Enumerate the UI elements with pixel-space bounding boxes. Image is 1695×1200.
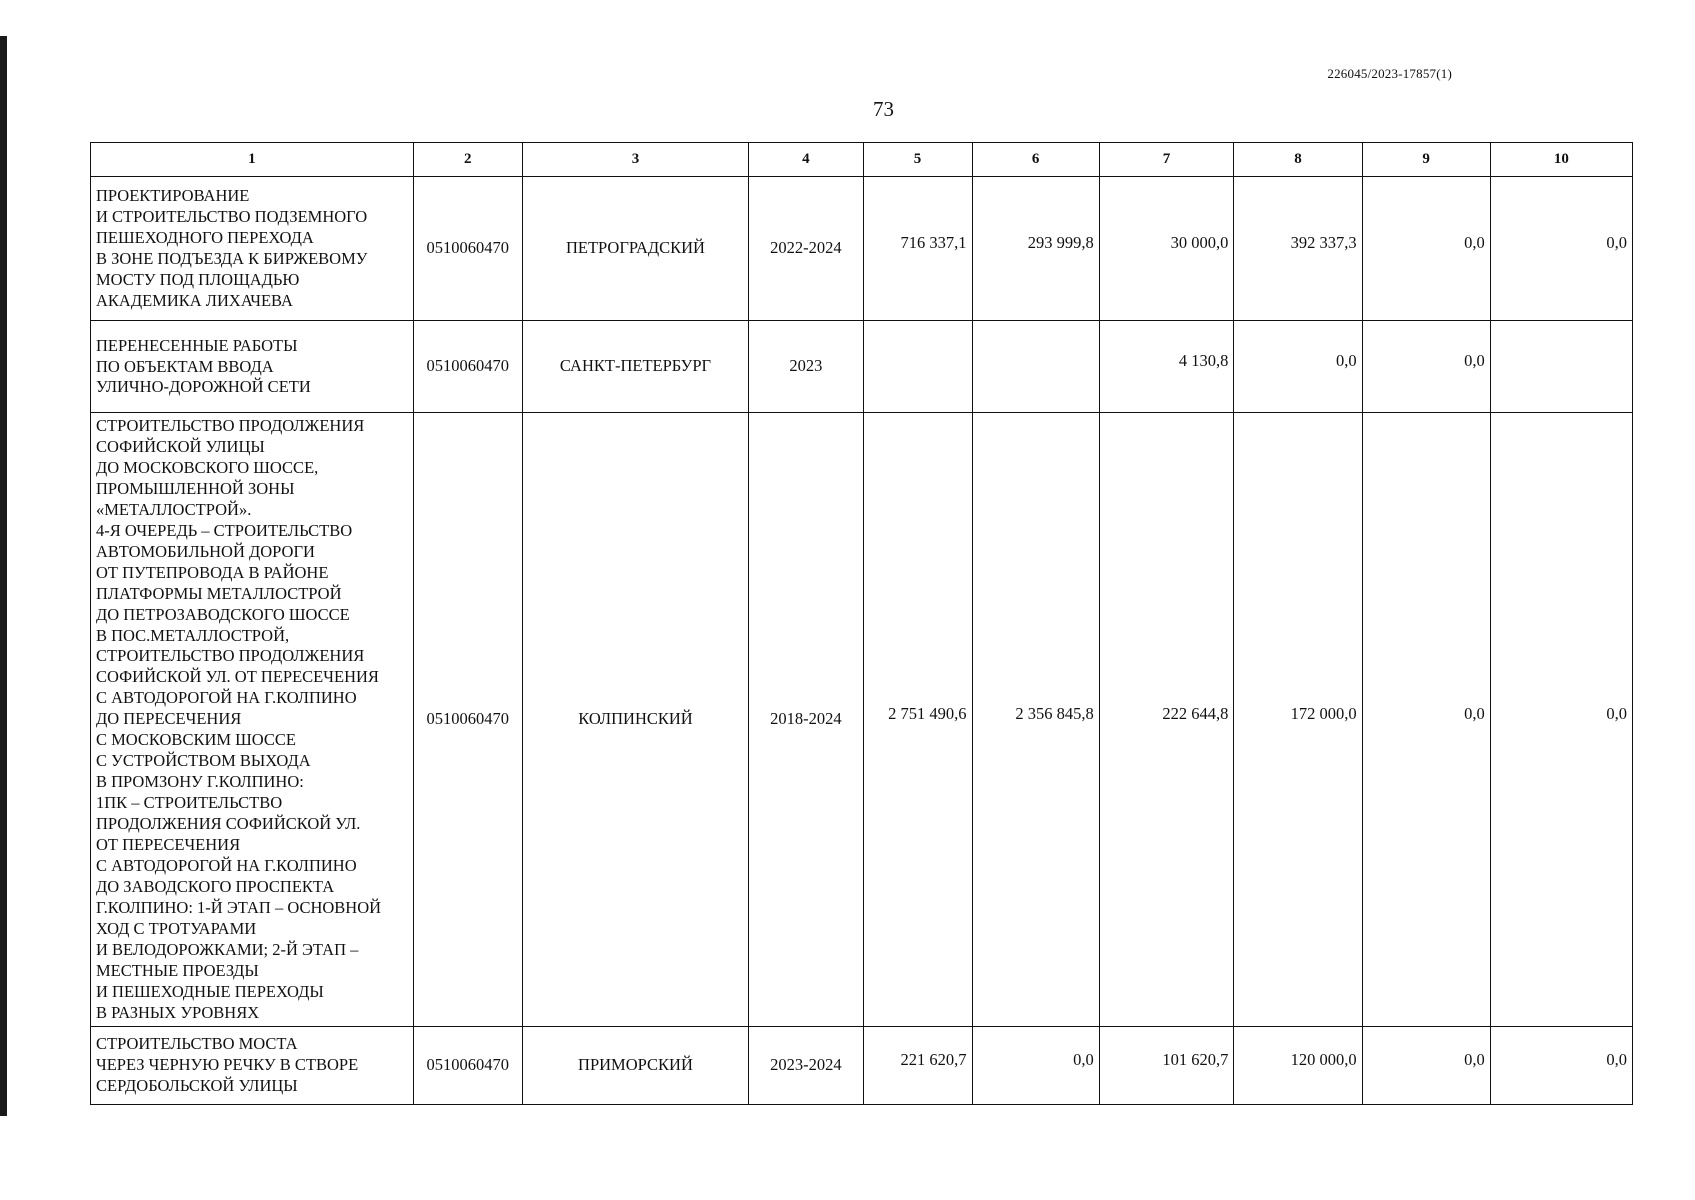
column-header: 8 [1234,143,1362,177]
object-name-line: ДО ПЕТРОЗАВОДСКОГО ШОССЕ [96,604,350,624]
object-name-line: ХОД С ТРОТУАРАМИ [96,918,257,938]
budget-code-cell: 0510060470 [413,321,522,413]
object-name-line: И ПЕШЕХОДНЫЕ ПЕРЕХОДЫ [96,981,324,1001]
object-name-line: ПО ОБЪЕКТАМ ВВОДА [96,356,274,376]
object-name-line: СТРОИТЕЛЬСТВО ПРОДОЛЖЕНИЯ [96,646,365,666]
object-name-line: СОФИЙСКОЙ УЛ. ОТ ПЕРЕСЕЧЕНИЯ [96,667,379,687]
table-row [91,1026,1633,1104]
column-header: 1 [91,143,414,177]
page-number: 73 [873,97,894,121]
period-cell: 2023 [749,321,863,413]
object-name-line: ДО МОСКОВСКОГО ШОССЕ, [96,457,319,477]
period-cell: 2018-2024 [749,413,863,1027]
object-name-line: СОФИЙСКОЙ УЛИЦЫ [96,436,265,456]
value-cell-7: 222 644,8 [1099,413,1234,1027]
value-cell-6 [972,321,1099,413]
object-name-line: В РАЗНЫХ УРОВНЯХ [96,1002,260,1022]
value-cell-5: 221 620,7 [863,1026,972,1104]
column-header: 5 [863,143,972,177]
value-cell-6: 293 999,8 [972,177,1099,321]
value-cell-9: 0,0 [1362,413,1490,1027]
object-name-line: МОСТУ ПОД ПЛОЩАДЬЮ [96,269,300,289]
value-cell-7: 30 000,0 [1099,177,1234,321]
object-name-line: В ЗОНЕ ПОДЪЕЗДА К БИРЖЕВОМУ [96,249,368,268]
object-name-line: АВТОМОБИЛЬНОЙ ДОРОГИ [96,541,315,561]
column-header: 10 [1490,143,1632,177]
value-cell-8: 392 337,3 [1234,177,1362,321]
value-cell-6: 0,0 [972,1026,1099,1104]
value-cell-10: 0,0 [1490,177,1632,321]
column-header: 4 [749,143,863,177]
object-name-cell [91,321,414,413]
value-cell-8: 0,0 [1234,321,1362,413]
object-name-line: ДО ПЕРЕСЕЧЕНИЯ [96,709,242,729]
column-header: 6 [972,143,1099,177]
column-header: 9 [1362,143,1490,177]
value-cell-6: 2 356 845,8 [972,413,1099,1027]
district-cell: ПРИМОРСКИЙ [522,1026,749,1104]
value-cell-10: 0,0 [1490,1026,1632,1104]
budget-code-cell: 0510060470 [413,1026,522,1104]
value-cell-5: 716 337,1 [863,177,972,321]
header-row [91,143,1633,177]
period-cell: 2022-2024 [749,177,863,321]
district-cell: САНКТ-ПЕТЕРБУРГ [522,321,749,413]
object-name-line: ОТ ПУТЕПРОВОДА В РАЙОНЕ [96,562,329,582]
object-name-line: ПЛАТФОРМЫ МЕТАЛЛОСТРОЙ [96,583,342,603]
object-name-cell [91,1026,414,1104]
value-cell-9: 0,0 [1362,321,1490,413]
object-name-line: СТРОИТЕЛЬСТВО ПРОДОЛЖЕНИЯ [96,416,365,435]
object-name-line: УЛИЧНО-ДОРОЖНОЙ СЕТИ [96,377,311,397]
object-name-cell [91,413,414,1027]
scan-edge [0,36,7,1116]
column-header: 2 [413,143,522,177]
object-name-line: ЧЕРЕЗ ЧЕРНУЮ РЕЧКУ В СТВОРЕ [96,1055,359,1075]
value-cell-7: 101 620,7 [1099,1026,1234,1104]
object-name-cell [91,177,414,321]
column-header: 3 [522,143,749,177]
object-name-line: ПРОМЫШЛЕННОЙ ЗОНЫ [96,478,295,498]
value-cell-7: 4 130,8 [1099,321,1234,413]
district-cell: КОЛПИНСКИЙ [522,413,749,1027]
object-name-line: ОТ ПЕРЕСЕЧЕНИЯ [96,835,241,855]
period-cell: 2023-2024 [749,1026,863,1104]
object-name-line: С АВТОДОРОГОЙ НА Г.КОЛПИНО [96,688,357,708]
object-name-line: В ПРОМЗОНУ Г.КОЛПИНО: [96,772,304,792]
object-name-line: В ПОС.МЕТАЛЛОСТРОЙ, [96,625,290,645]
object-name-line: СЕРДОБОЛЬСКОЙ УЛИЦЫ [96,1076,298,1096]
value-cell-9: 0,0 [1362,177,1490,321]
object-name-line: С МОСКОВСКИМ ШОССЕ [96,730,297,750]
object-name-line: ДО ЗАВОДСКОГО ПРОСПЕКТА [96,876,335,896]
object-name-line: ПРОДОЛЖЕНИЯ СОФИЙСКОЙ УЛ. [96,814,361,834]
value-cell-10 [1490,321,1632,413]
district-cell: ПЕТРОГРАДСКИЙ [522,177,749,321]
object-name-line: «МЕТАЛЛОСТРОЙ». [96,499,252,519]
object-name-line: И ВЕЛОДОРОЖКАМИ; 2-Й ЭТАП – [96,939,359,959]
value-cell-9: 0,0 [1362,1026,1490,1104]
value-cell-5 [863,321,972,413]
value-cell-8: 120 000,0 [1234,1026,1362,1104]
budget-code-cell: 0510060470 [413,413,522,1027]
object-name-line: И СТРОИТЕЛЬСТВО ПОДЗЕМНОГО [96,207,368,227]
object-name-line: СТРОИТЕЛЬСТВО МОСТА [96,1034,298,1054]
objects-table [90,142,1633,1105]
object-name-line: Г.КОЛПИНО: 1-Й ЭТАП – ОСНОВНОЙ [96,897,382,917]
budget-code-cell: 0510060470 [413,177,522,321]
value-cell-8: 172 000,0 [1234,413,1362,1027]
column-header: 7 [1099,143,1234,177]
object-name-line: С АВТОДОРОГОЙ НА Г.КОЛПИНО [96,856,357,876]
document-id: 226045/2023-17857(1) [1327,66,1452,81]
object-name-line: ПРОЕКТИРОВАНИЕ [96,186,250,206]
object-name-line: 1ПК – СТРОИТЕЛЬСТВО [96,793,283,813]
object-name-line: ПЕШЕХОДНОГО ПЕРЕХОДА [96,228,314,248]
table-row [91,177,1633,321]
value-cell-5: 2 751 490,6 [863,413,972,1027]
object-name-line: МЕСТНЫЕ ПРОЕЗДЫ [96,960,259,980]
object-name-line: 4-Я ОЧЕРЕДЬ – СТРОИТЕЛЬСТВО [96,520,353,540]
object-name-line: АКАДЕМИКА ЛИХАЧЕВА [96,290,293,310]
object-name-line: ПЕРЕНЕСЕННЫЕ РАБОТЫ [96,335,298,355]
value-cell-10: 0,0 [1490,413,1632,1027]
table-row [91,413,1633,1027]
object-name-line: С УСТРОЙСТВОМ ВЫХОДА [96,751,311,771]
table-row [91,321,1633,413]
